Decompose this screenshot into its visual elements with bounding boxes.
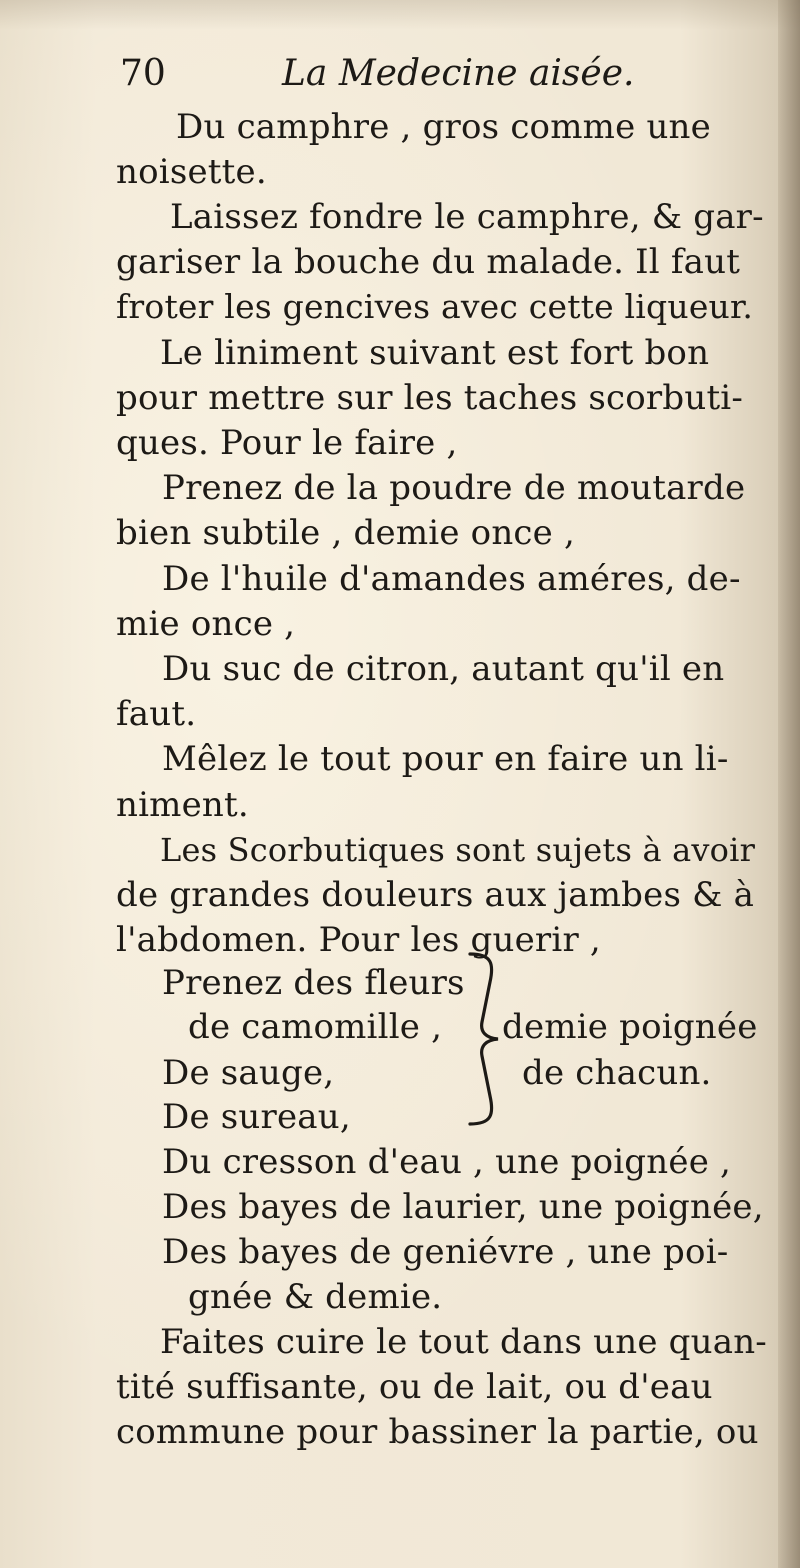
text-line: Mêlez le tout pour en faire un li- xyxy=(162,739,729,779)
text-line: tité suffisante, ou de lait, ou d'eau xyxy=(116,1367,713,1407)
text-line: gariser la bouche du malade. Il faut xyxy=(116,242,741,282)
text-line: l'abdomen. Pour les guerir , xyxy=(116,920,601,960)
page-edge-shadow xyxy=(778,0,800,1568)
text-line: bien subtile , demie once , xyxy=(116,513,576,553)
text-line: noisette. xyxy=(116,152,267,192)
text-line: ques. Pour le faire , xyxy=(116,423,458,463)
text-line: commune pour bassiner la partie, ou xyxy=(116,1412,759,1452)
text-line: de grandes douleurs aux jambes & à xyxy=(116,875,755,915)
recipe-item: De sureau, xyxy=(162,1097,351,1137)
text-line: mie once , xyxy=(116,604,296,644)
recipe-dose: demie poignée xyxy=(502,1007,758,1047)
text-line: Laissez fondre le camphre, & gar- xyxy=(170,197,764,237)
running-header xyxy=(120,46,680,102)
text-line: Prenez de la poudre de moutarde xyxy=(162,468,746,508)
text-line: niment. xyxy=(116,785,249,825)
text-line: gnée & demie. xyxy=(188,1277,443,1317)
text-line: froter les gencives avec cette liqueur. xyxy=(116,287,754,326)
recipe-dose: de chacun. xyxy=(522,1053,712,1093)
recipe-item: De sauge, xyxy=(162,1053,335,1093)
text-line: Des bayes de geniévre , une poi- xyxy=(162,1232,729,1272)
recipe-item: Prenez des fleurs xyxy=(162,963,465,1003)
text-line: pour mettre sur les taches scorbuti- xyxy=(116,378,744,418)
text-line: Du suc de citron, autant qu'il en xyxy=(162,649,725,689)
recipe-item: de camomille , xyxy=(188,1007,443,1047)
text-line: Faites cuire le tout dans une quan- xyxy=(160,1322,767,1362)
text-line: Du camphre , gros comme une xyxy=(176,107,711,147)
page-number: 70 xyxy=(120,53,166,94)
text-line: Du cresson d'eau , une poignée , xyxy=(162,1142,732,1182)
text-line: Les Scorbutiques sont sujets à avoir xyxy=(160,831,756,869)
text-line: De l'huile d'amandes améres, de- xyxy=(162,559,741,599)
text-line: Des bayes de laurier, une poignée, xyxy=(162,1187,764,1227)
page-top-shadow xyxy=(0,0,800,30)
text-line: Le liniment suivant est fort bon xyxy=(160,333,710,373)
text-line: faut. xyxy=(116,694,197,734)
running-title: La Medecine aisée. xyxy=(282,53,635,94)
